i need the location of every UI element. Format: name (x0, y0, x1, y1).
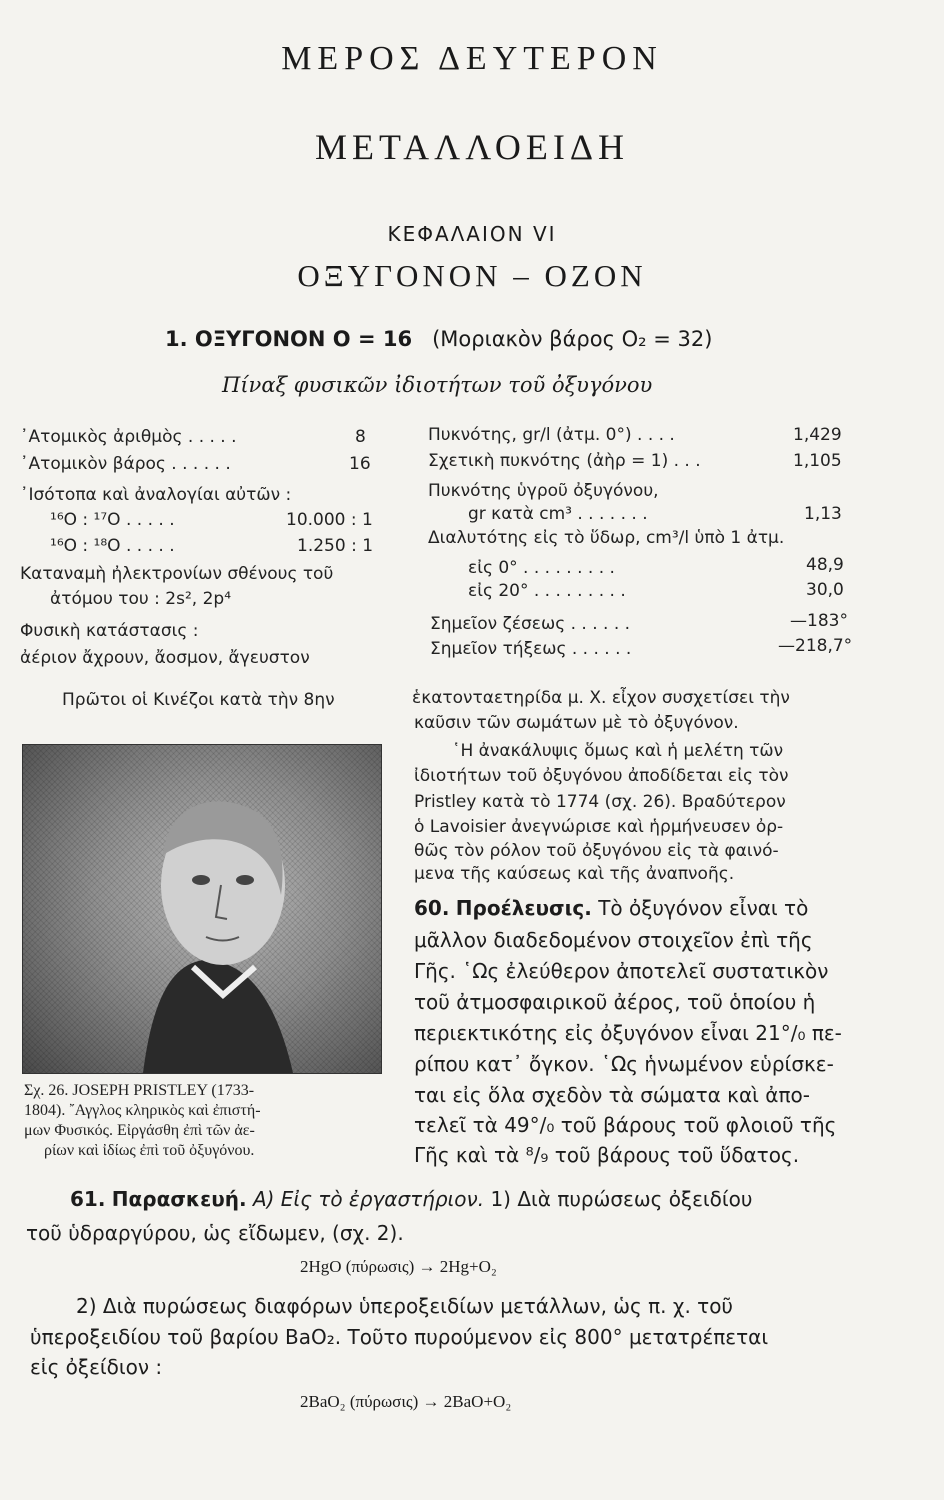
table-row: ᾿Ισότοπα καὶ ἀναλογίαι αὐτῶν : (20, 485, 292, 505)
table-value: 1.250 : 1 (297, 536, 374, 556)
intro-line: ἰδιοτήτων τοῦ ὀξυγόνου ἀποδίδεται εἰς τὸν (414, 766, 789, 786)
table-value: 30,0 (806, 580, 844, 600)
table-row: ἀτόμου του : 2s², 2p⁴ (50, 589, 232, 609)
section-heading: Παρασκευή. (111, 1187, 247, 1211)
table-row: εἰς 20° . . . . . . . . . (468, 581, 626, 601)
figure-caption: 1804). ῎Αγγλος κληρικὸς καὶ ἐπιστή- (24, 1102, 261, 1119)
portrait-illustration (23, 745, 381, 1073)
section-61 (70, 1184, 752, 1215)
intro-line: ὁ Lavoisier ἀνεγνώρισε καὶ ἡρμήνευσεν ὀρ- (414, 817, 784, 837)
table-value: 1,13 (804, 504, 842, 524)
section-line: τοῦ ἀτμοσφαιρικοῦ ἀέρος, τοῦ ὁποίου ἡ (414, 990, 816, 1014)
equation-bao2: 2BaO₂ (πύρωσις) → 2BaO+O₂ (300, 1392, 512, 1411)
table-value: 1,105 (793, 451, 842, 471)
table-row: εἰς 0° . . . . . . . . . (468, 558, 615, 578)
intro-line: ῾Η ἀνακάλυψις ὅμως καὶ ἡ μελέτη τῶν (452, 741, 784, 761)
element-symbol: 1. ΟΞΥΓΟΝΟΝ Ο = 16 (165, 327, 413, 351)
intro-first-line: Πρῶτοι οἱ Κινέζοι κατὰ τὴν 8ην (62, 690, 335, 710)
intro-line: μενα τῆς καύσεως καὶ τῆς ἀναπνοῆς. (414, 864, 735, 884)
section-line: ται εἰς ὅλα σχεδὸν τὰ σώματα καὶ ἀπο- (414, 1083, 810, 1107)
subheading: Α) Εἰς τὸ ἐργαστήριον. (252, 1187, 485, 1211)
part-heading: ΜΕΡΟΣ ΔΕΥΤΕΡΟΝ (281, 40, 663, 77)
equation-hgo: 2HgO (πύρωσις) → 2Hg+O₂ (300, 1257, 497, 1276)
table-row: Πυκνότης, gr/l (ἀτμ. 0°) . . . . (428, 425, 675, 445)
section-line: τοῦ ὑδραργύρου, ὡς εἴδωμεν, (σχ. 2). (26, 1221, 404, 1245)
chapter-label: ΚΕΦΑΛΑΙΟΝ VI (387, 222, 557, 246)
section-number: 61. (70, 1187, 106, 1211)
table-value: —218,7° (778, 636, 853, 656)
section-number: 60. (414, 896, 450, 920)
table-row: gr κατὰ cm³ . . . . . . . (468, 504, 648, 524)
section-line: 2) Διὰ πυρώσεως διαφόρων ὑπεροξειδίων μετάλλων, ὡς π. χ. τοῦ (76, 1294, 734, 1318)
table-value: 48,9 (806, 555, 844, 575)
section-line: περιεκτικότης εἰς ὀξυγόνον εἶναι 21°/₀ πε- (414, 1021, 842, 1045)
intro-line: ἑκατονταετηρίδα μ. Χ. εἶχον συσχετίσει τὴν (412, 688, 790, 708)
table-row: Σημεῖον τήξεως . . . . . . (430, 639, 632, 659)
table-row: ᾿Ατομικὸν βάρος . . . . . . (20, 454, 231, 474)
intro-line: θῶς τὸν ρόλον τοῦ ὀξυγόνου εἰς τὰ φαινό- (414, 841, 779, 861)
table-row: ¹⁶O : ¹⁸O . . . . . (50, 536, 175, 556)
section-60 (414, 893, 808, 924)
table-title: Πίναξ φυσικῶν ἰδιοτήτων τοῦ ὀξυγόνου (222, 373, 653, 397)
table-value: 10.000 : 1 (286, 510, 373, 530)
table-row: Σημεῖον ζέσεως . . . . . . (430, 614, 631, 634)
section-line: μᾶλλον διαδεδομένον στοιχεῖον ἐπὶ τῆς (414, 928, 813, 952)
table-row: Διαλυτότης εἰς τὸ ὕδωρ, cm³/l ὑπὸ 1 ἀτμ. (428, 528, 785, 548)
figure-caption: ρίων καὶ ἰδίως ἐπὶ τοῦ ὀξυγόνου. (44, 1142, 255, 1159)
figure-caption: Σχ. 26. JOSEPH PRISTLEY (1733- (24, 1082, 255, 1099)
table-row: Καταναμὴ ἠλεκτρονίων σθένους τοῦ (20, 564, 334, 584)
section-line: τελεῖ τὰ 49°/₀ τοῦ βάρους τοῦ φλοιοῦ τῆς (414, 1113, 837, 1137)
section-heading (165, 327, 712, 351)
table-value: 8 (355, 427, 366, 447)
table-value: —183° (790, 611, 848, 631)
table-row: ᾿Ατομικὸς ἀριθμὸς . . . . . (20, 427, 237, 447)
table-row: Φυσικὴ κατάστασις : (20, 621, 199, 641)
table-row: Σχετικὴ πυκνότης (ἀὴρ = 1) . . . (428, 451, 701, 471)
table-row: Πυκνότης ὑγροῦ ὀξυγόνου, (428, 481, 659, 501)
figure-caption: μων Φυσικός. Εἰργάσθη ἐπὶ τῶν ἀε- (24, 1122, 255, 1139)
book-title: ΜΕΤΑΛΛΟΕΙΔΗ (315, 127, 629, 167)
section-text: 1) Διὰ πυρώσεως ὀξειδίου (490, 1187, 753, 1211)
intro-line: Pristley κατὰ τὸ 1774 (σχ. 26). Βραδύτερον (414, 792, 786, 812)
table-row: ¹⁶O : ¹⁷O . . . . . (50, 510, 175, 530)
intro-line: καῦσιν τῶν σωμάτων μὲ τὸ ὀξυγόνον. (414, 713, 739, 733)
chapter-subtitle: ΟΞΥΓΟΝΟΝ – ΟΖΟΝ (297, 258, 647, 293)
table-row: ἀέριον ἄχρουν, ἄοσμον, ἄγευστον (20, 648, 310, 668)
section-line: ὑπεροξειδίου τοῦ βαρίου BaO₂. Τοῦτο πυρούμενον εἰς 800° μετατρέπεται (30, 1325, 769, 1349)
section-line: ρίπου κατ᾿ ὄγκον. ῾Ως ἡνωμένον εὑρίσκε- (414, 1052, 834, 1076)
section-line: εἰς ὀξείδιον : (30, 1355, 163, 1379)
table-value: 1,429 (793, 425, 842, 445)
molar-mass: (Μοριακὸν βάρος Ο₂ = 32) (432, 327, 713, 351)
section-heading: Προέλευσις. (455, 896, 592, 920)
section-line: Γῆς. ῾Ως ἐλεύθερον ἀποτελεῖ συστατικὸν (414, 959, 829, 983)
table-value: 16 (349, 454, 371, 474)
section-line: Γῆς καὶ τὰ ⁸/₉ τοῦ βάρους τοῦ ὕδατος. (414, 1143, 800, 1167)
portrait-photo (22, 744, 382, 1074)
section-text: Τὸ ὀξυγόνον εἶναι τὸ (598, 896, 809, 920)
